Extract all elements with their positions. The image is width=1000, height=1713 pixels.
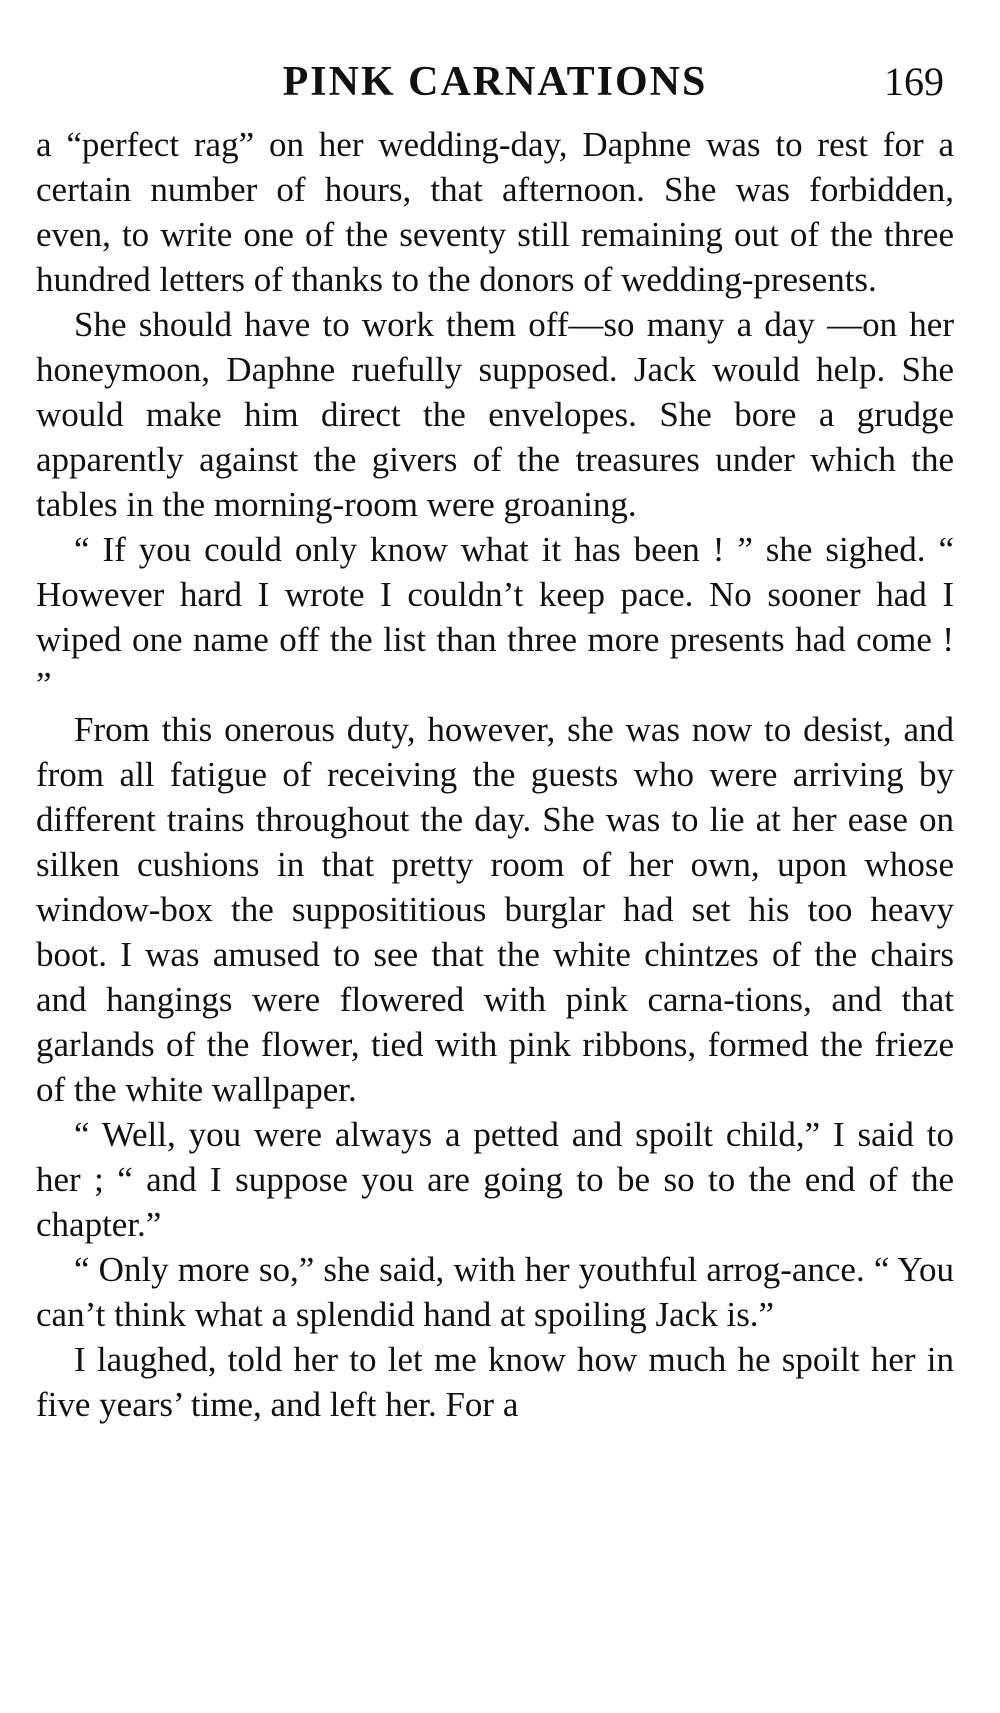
page-header bbox=[36, 52, 954, 112]
paragraph: She should have to work them off—so many a day —on her honeymoon, Daphne ruefully supposed. Jack would help. She would make him direct the envelopes. She bore a grudge apparently against the givers of the treasures under which the tables in the morning-room were groaning. bbox=[36, 305, 954, 524]
paragraph: “ Only more so,” she said, with her youthful arrog-ance. “ You can’t think what a splendid hand at spoiling Jack is.” bbox=[36, 1250, 954, 1334]
paragraph: “ If you could only know what it has been ! ” she sighed. “ However hard I wrote I couldn’t keep pace. No sooner had I wiped one name off the list than three more presents had come ! ” bbox=[36, 530, 954, 704]
body-text bbox=[36, 122, 954, 1427]
paragraph: “ Well, you were always a petted and spoilt child,” I said to her ; “ and I suppose you are going to be so to the end of the chapter.” bbox=[36, 1115, 954, 1244]
page-number: 169 bbox=[884, 59, 944, 104]
running-head-title: PINK CARNATIONS bbox=[282, 59, 708, 105]
paragraph: From this onerous duty, however, she was now to desist, and from all fatigue of receiving the guests who were arriving by different trains throughout the day. She was to lie at her ease on silken cushions in that pretty room of her own, upon whose window-box the supposititious burglar had set his too heavy boot. I was amused to see that the white chintzes of the chairs and hangings were flowered with pink carna-tions, and that garlands of the flower, tied with pink ribbons, formed the frieze of the white wallpaper. bbox=[36, 710, 954, 1109]
paragraph: a “perfect rag” on her wedding-day, Daphne was to rest for a certain number of hours, that afternoon. She was forbidden, even, to write one of the seventy still remaining out of the three hundred letters of thanks to the donors of wedding-presents. bbox=[36, 125, 954, 299]
paragraph: I laughed, told her to let me know how much he spoilt her in five years’ time, and left her. For a bbox=[36, 1340, 954, 1424]
